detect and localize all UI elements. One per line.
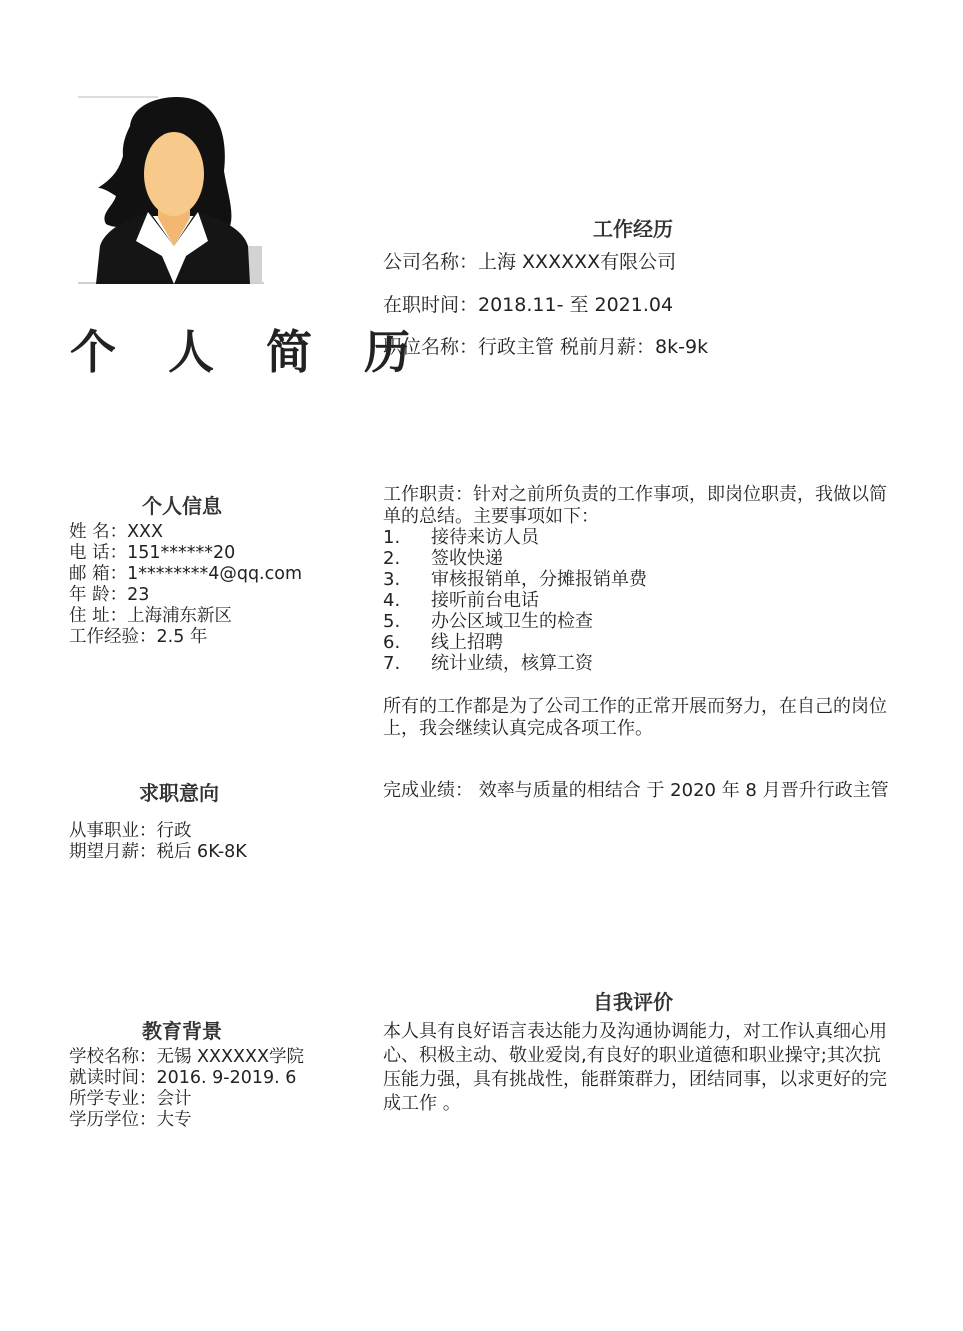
personal-info-list [69, 522, 302, 648]
work-heading: 工作经历 [593, 217, 673, 241]
intention-list [69, 821, 247, 863]
list-item: 4. 接听前台电话 [383, 590, 539, 611]
avatar [78, 96, 264, 286]
education-list [69, 1047, 304, 1131]
avatar-face [144, 132, 204, 216]
self-eval-text: 本人具有良好语言表达能力及沟通协调能力，对工作认真细心用心、积极主动、敬业爱岗,有良好的职业道德和职业操守;其次抗压能力强，具有挑战性，能群策群力，团结同事，以求更好的完成工作 。 [383, 1021, 887, 1114]
personal-age: 年 龄：23 [69, 585, 150, 605]
education-school: 学校名称：无锡 XXXXXX学院 [69, 1047, 304, 1067]
list-item: 5. 办公区域卫生的检查 [383, 611, 593, 632]
education-degree: 学历学位：大专 [69, 1110, 192, 1130]
list-item: 2. 签收快递 [383, 548, 503, 569]
personal-experience: 工作经验：2.5 年 [69, 627, 208, 647]
avatar-shadow [248, 246, 262, 284]
work-summary: 所有的工作都是为了公司工作的正常开展而努力，在自己的岗位上，我会继续认真完成各项工作。 [383, 696, 887, 739]
list-item: 1. 接待来访人员 [383, 527, 539, 548]
work-company: 公司名称：上海 XXXXXX有限公司 [383, 251, 677, 273]
education-period: 就读时间：2016. 9-2019. 6 [69, 1068, 297, 1088]
list-item: 6. 线上招聘 [383, 632, 503, 653]
list-item: 3. 审核报销单，分摊报销单费 [383, 569, 647, 590]
education-heading: 教育背景 [142, 1019, 222, 1043]
intention-heading: 求职意向 [139, 781, 219, 805]
work-position: 职位名称：行政主管 税前月薪：8k-9k [383, 336, 709, 358]
personal-phone: 电 话：151******20 [69, 543, 236, 563]
personal-email: 邮 箱：1********4@qq.com [69, 564, 302, 584]
intention-job: 从事职业：行政 [69, 821, 192, 841]
personal-info-heading: 个人信息 [142, 494, 222, 518]
list-item: 7. 统计业绩，核算工资 [383, 653, 593, 674]
personal-address: 住 址：上海浦东新区 [69, 606, 233, 626]
self-eval-heading: 自我评价 [593, 990, 673, 1014]
work-duty-intro: 工作职责：针对之前所负责的工作事项，即岗位职责，我做以简单的总结。主要事项如下： [383, 484, 887, 527]
education-major: 所学专业：会计 [69, 1089, 192, 1109]
page-title: 个 人 简 历 [70, 325, 429, 379]
work-duty-list [383, 527, 647, 674]
personal-name: 姓 名：XXX [69, 522, 164, 542]
work-achievement: 完成业绩： 效率与质量的相结合 于 2020 年 8 月晋升行政主管 [383, 780, 889, 801]
avatar-top-line [78, 96, 158, 98]
intention-salary: 期望月薪：税后 6K-8K [69, 842, 247, 862]
work-period: 在职时间：2018.11- 至 2021.04 [383, 294, 674, 316]
